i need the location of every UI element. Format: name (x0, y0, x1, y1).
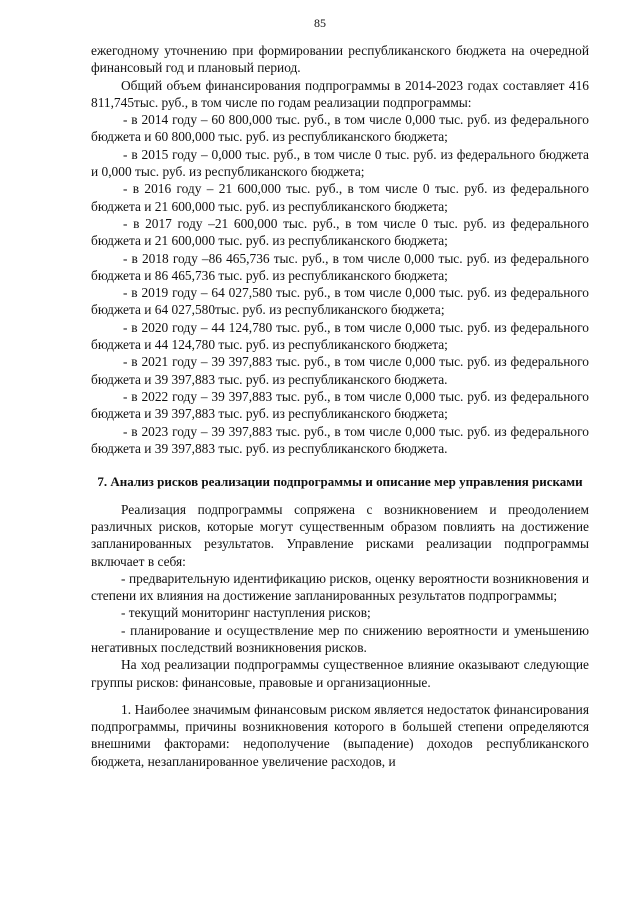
risk-groups-paragraph: На ход реализации подпрограммы существенное влияние оказывают следующие группы рисков: финансовые, правовые и организационные. (91, 657, 589, 690)
funding-year-2022: - в 2022 году – 39 397,883 тыс. руб., в том числе 0,000 тыс. руб. из федерального бюджета и 39 397,883 тыс. руб. из республиканского бюджета; (91, 388, 589, 422)
funding-year-2020: - в 2020 году – 44 124,780 тыс. руб., в том числе 0,000 тыс. руб. из федерального бюджета и 44 124,780 тыс. руб. из республиканского бюджета; (91, 319, 589, 353)
intro-continuation: ежегодному уточнению при формировании республиканского бюджета на очередной финансовый год и плановый период. (91, 43, 589, 76)
page-number: 85 (314, 16, 326, 30)
risk-bullet-monitoring: - текущий мониторинг наступления рисков; (121, 605, 371, 621)
funding-year-2015: - в 2015 году – 0,000 тыс. руб., в том числе 0 тыс. руб. из федерального бюджета и 0,000 тыс. руб. из республиканского бюджета; (91, 146, 589, 180)
risk-intro-paragraph: Реализация подпрограммы сопряжена с возникновением и преодолением различных рисков, которые могут существенным образом повлиять на достижение запланированных результатов. Управление рисками реализации подпрограммы включает в себя: (91, 501, 589, 569)
financial-risk-paragraph: 1. Наиболее значимым финансовым риском является недостаток финансирования подпрограммы, причины возникновения которого в большей степени определяются внешними факторами: недополучение (выпадение) доходов республиканского бюджета, незапланированное увеличение расходов, и (91, 701, 589, 769)
funding-year-2016: - в 2016 году – 21 600,000 тыс. руб., в том числе 0 тыс. руб. из федерального бюджета и 21 600,000 тыс. руб. из республиканского бюджета; (91, 181, 589, 214)
funding-total-paragraph: Общий объем финансирования подпрограммы в 2014-2023 годах составляет 416 811,745тыс. руб., в том числе по годам реализации подпрограммы: (91, 77, 589, 110)
section-heading: 7. Анализ рисков реализации подпрограммы и описание мер управления рисками (97, 474, 583, 490)
risk-bullet-planning: - планирование и осуществление мер по снижению вероятности и уменьшению негативных последствий возникновения рисков. (91, 622, 589, 655)
funding-year-2014: - в 2014 году – 60 800,000 тыс. руб., в том числе 0,000 тыс. руб. из федерального бюджета и 60 800,000 тыс. руб. из республиканского бюджета; (91, 112, 589, 145)
funding-year-2018: - в 2018 году –86 465,736 тыс. руб., в том числе 0,000 тыс. руб. из федерального бюджета и 86 465,736 тыс. руб. из республиканского бюджета; (91, 250, 589, 283)
document-body (91, 42, 589, 770)
funding-year-2021: - в 2021 году – 39 397,883 тыс. руб., в том числе 0,000 тыс. руб. из федерального бюджета и 39 397,883 тыс. руб. из республиканского бюджета. (91, 354, 589, 387)
risk-bullet-identification: - предварительную идентификацию рисков, оценку вероятности возникновения и степени их влияния на достижение запланированных результатов подпрограммы; (91, 570, 589, 604)
funding-year-2019: - в 2019 году – 64 027,580 тыс. руб., в том числе 0,000 тыс. руб. из федерального бюджета и 64 027,580тыс. руб. из республиканского бюджета; (91, 285, 589, 318)
funding-year-2017: - в 2017 году –21 600,000 тыс. руб., в том числе 0 тыс. руб. из федерального бюджета и 21 600,000 тыс. руб. из республиканского бюджета; (91, 215, 589, 249)
funding-year-2023: - в 2023 году – 39 397,883 тыс. руб., в том числе 0,000 тыс. руб. из федерального бюджета и 39 397,883 тыс. руб. из республиканского бюджета. (91, 423, 589, 456)
